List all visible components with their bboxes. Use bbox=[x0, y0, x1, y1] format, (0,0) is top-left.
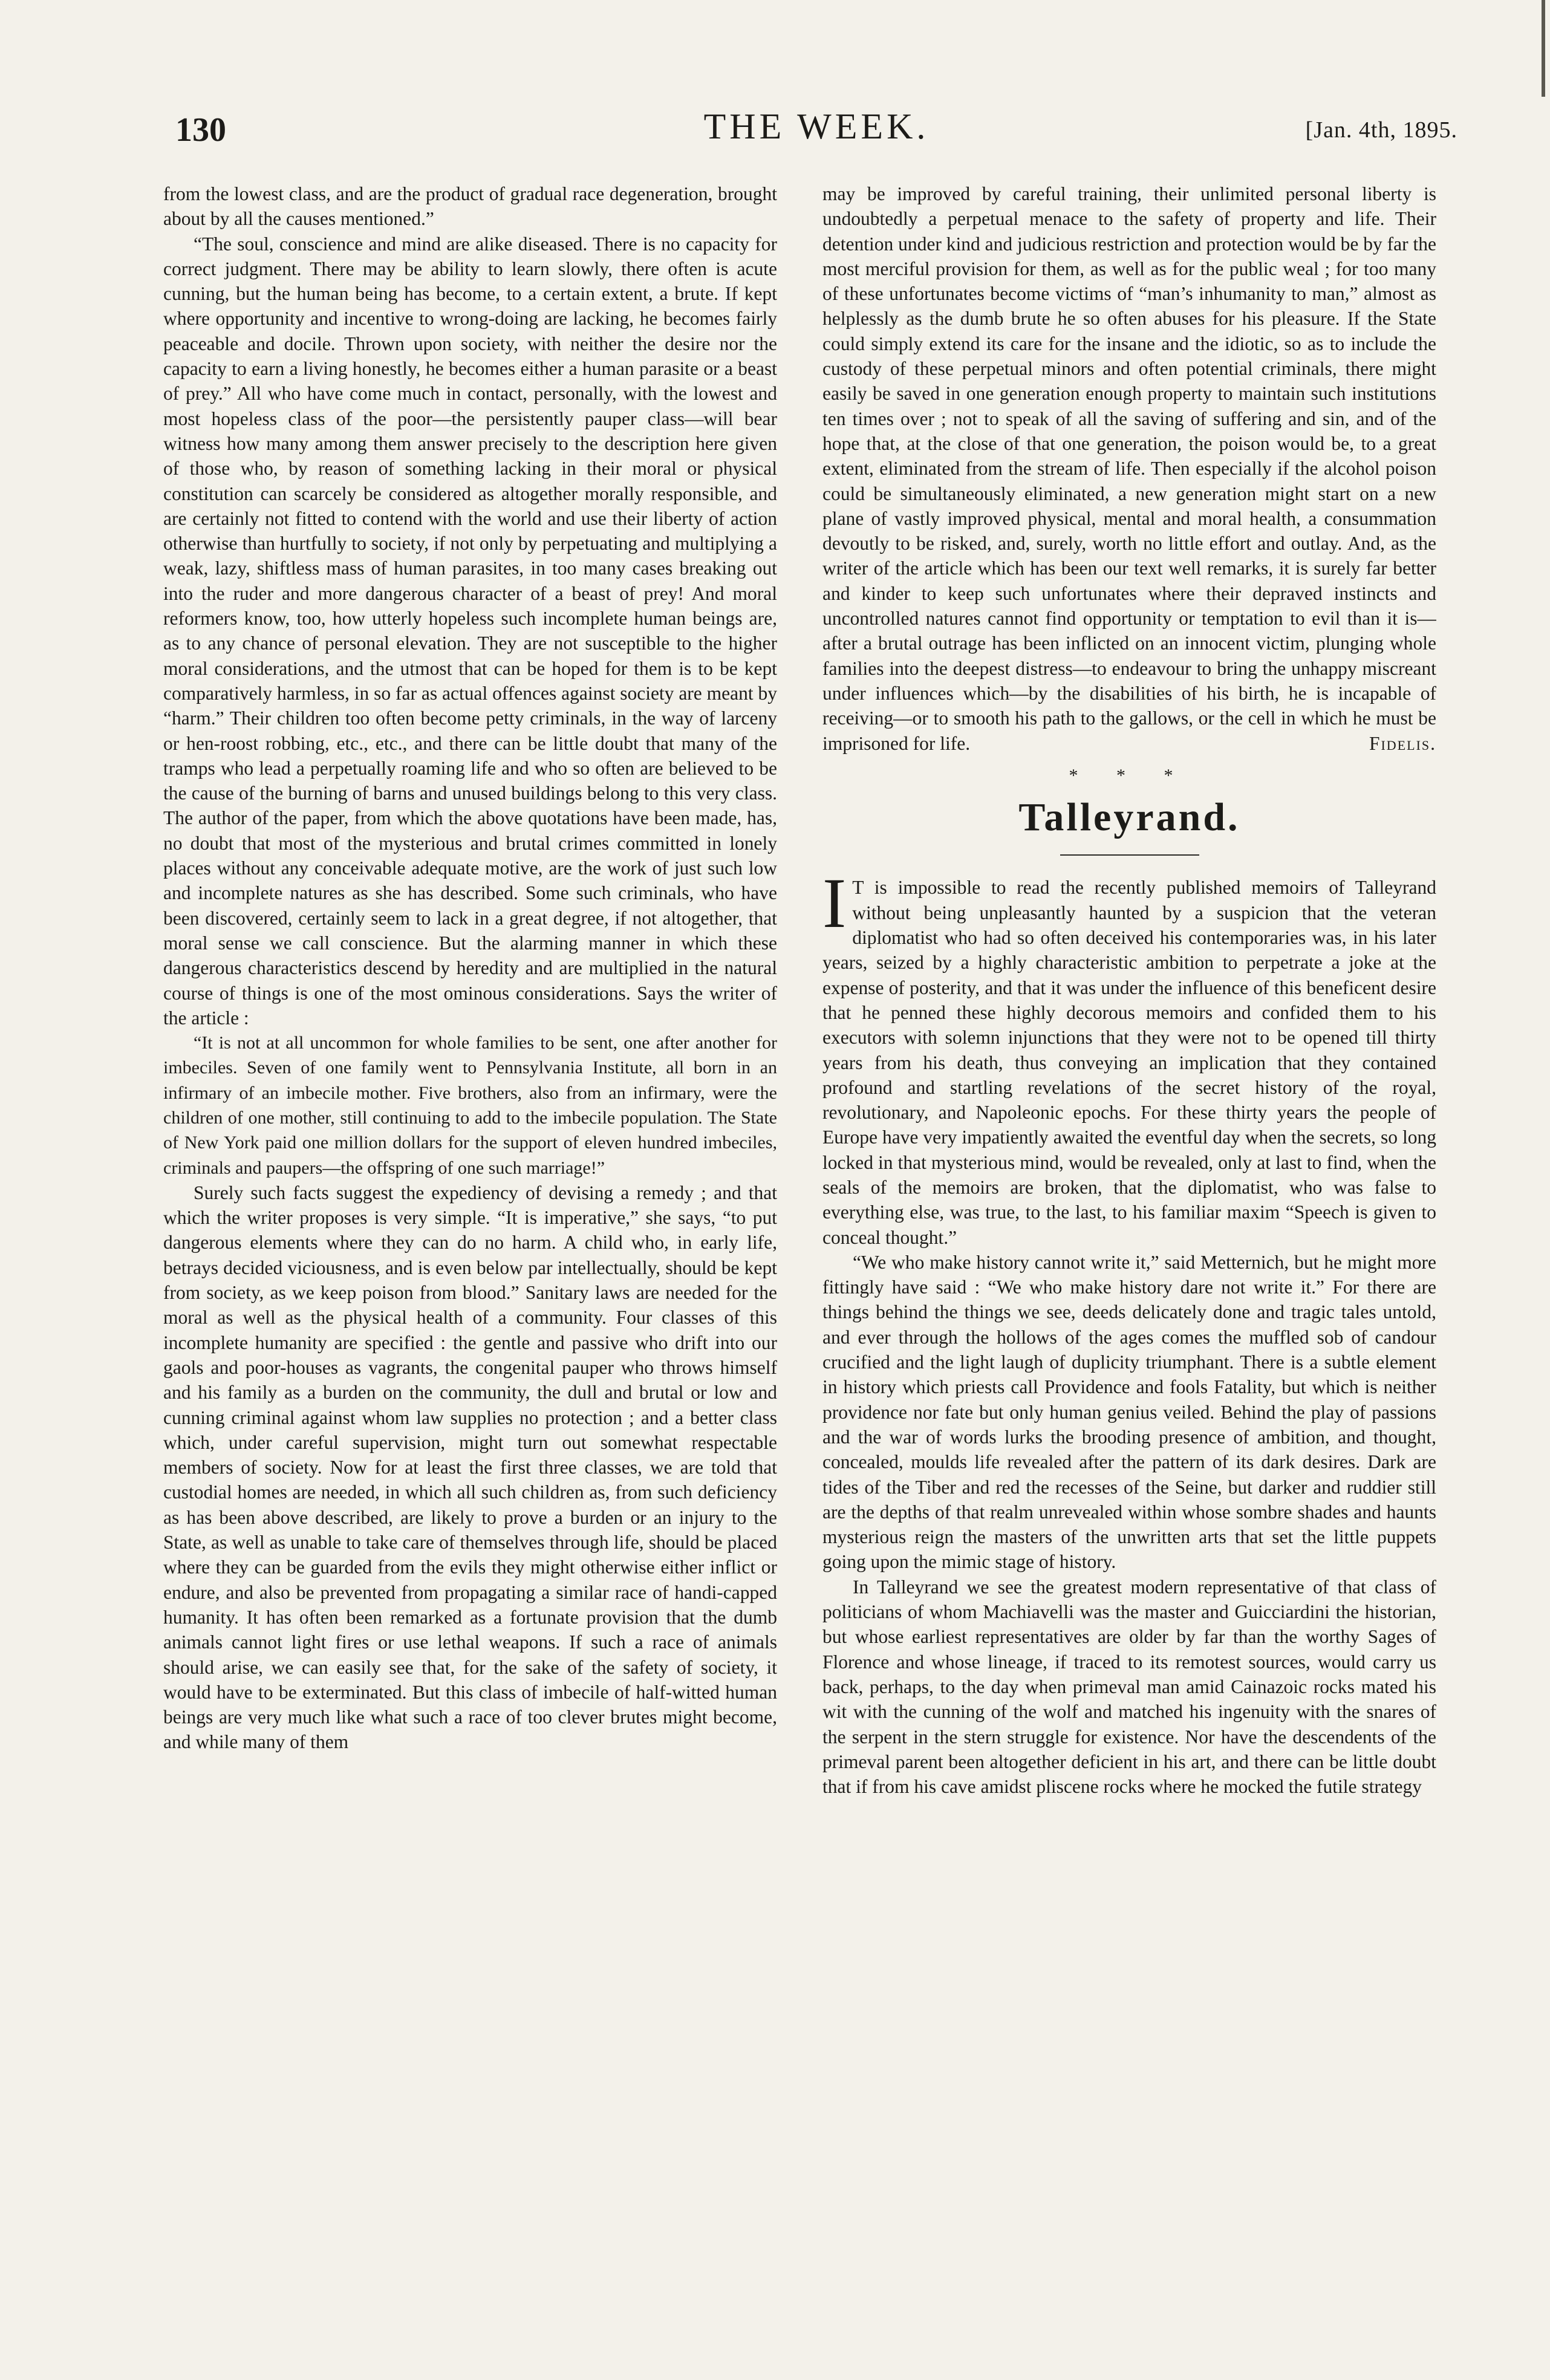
right-column bbox=[822, 181, 1436, 2334]
paragraph: from the lowest class, and are the product of gradual race degeneration, brought about by all the causes mentioned.” bbox=[163, 183, 777, 230]
paragraph: In Talleyrand we see the greatest modern representative of that class of politicians of whom Machiavelli was the master and Guicciardini the historian, but whose earliest representatives are older by far than the worthy Sages of Florence and whose lineage, if traced to its remotest sources, would carry us back, perhaps, to the day when primeval man amid Cainazoic rocks mated his wit with the cunning of the wolf and matched his ingenuity with the snares of the serpent in the stern struggle for existence. Nor have the descendents of the primeval parent been altogether deficient in his art, and there can be little doubt that if from his cave amidst pliscene rocks where he mocked the futile strategy bbox=[822, 1576, 1436, 1798]
opening-text: T is impossible to read the recently published memoirs of Talleyrand without being unpleasantly haunted by a suspicion that the veteran diplomatist who had so often deceived his contemporaries was, in his later years, seized by a highly characteristic ambition to perpetrate a joke at the expense of posterity, and that it was under the influence of this beneficent desire that he penned these highly decorous memoirs and confided them to his executors with solemn injunctions that they were not to be opened till thirty years from his death, thus conveying an implication that they contained profound and startling revelations of the secret history of the royal, revolutionary, and Napoleonic epochs. For these thirty years the people of Europe have very impatiently awaited the eventful day when the secrets, so long locked in that mysterious mind, would be revealed, only at last to find, when the seals of the memoirs are broken, that the diplomatist, who was false to everything else, was true, to the last, to his familiar maxim “Speech is given to conceal thought.” bbox=[822, 877, 1436, 1248]
issue-date: [Jan. 4th, 1895. bbox=[1305, 117, 1457, 143]
paragraph: may be improved by careful training, their unlimited personal liberty is undoubtedly a perpetual menace to the safety of property and life. Their detention under kind and judicious restriction and protection would be by far the most merciful provision for them, as well as for the public weal ; for too many of these unfortunates become victims of “man’s inhumanity to man,” almost as helplessly as the dumb brute he so often abuses for his pleasure. If the State could simply extend its care for the insane and the idiotic, so as to include the custody of these perpetual minors and often potential criminals, there might easily be saved in one generation enough property to maintain such institutions ten times over ; not to speak of all the saving of suffering and sin, and of the hope that, at the close of that one generation, the poison would be, to a great extent, eliminated from the stream of life. Then especially if the alcohol poison could be simultaneously eliminated, a new generation might start on a new plane of vastly improved physical, mental and moral health, a consummation devoutly to be risked, and, surely, worth no little effort and outlay. And, as the writer of the article which has been our text well remarks, it is surely far better and kinder to keep such unfortunates where their depraved instincts and uncontrolled natures cannot find opportunity or temptation to evil than it is—after a brutal outrage has been inflicted on an innocent victim, plunging whole families into the deepest distress—to endeavour to bring the unhappy miscreant under influences which—by the disabilities of his birth, he is incapable of receiving—or to smooth his path to the gallows, or the cell in which he must be imprisoned for life. bbox=[822, 183, 1436, 754]
opening-paragraph bbox=[822, 863, 1436, 1249]
drop-cap: I bbox=[822, 863, 847, 943]
page-number: 130 bbox=[175, 111, 226, 149]
paragraph: Surely such facts suggest the expediency of devising a remedy ; and that which the writer proposes is very simple. “It is imperative,” she says, “to put dangerous elements where they can do no harm. A child who, in early life, betrays decided viciousness, and is even below par intellectually, should be kept from society, as we keep poison from blood.” Sanitary laws are needed for the moral as well as the physical health of a community. Four classes of this incomplete humanity are specified : the gentle and passive who drift into our gaols and poor-houses as vagrants, the congenital pauper who throws himself and his family as a burden on the community, the dull and brutal or low and cunning criminal against whom law supplies no protection ; and a better class which, under careful supervision, might turn out somewhat respectable members of society. Now for at least the first three classes, we are told that custodial homes are needed, in which all such children as, from such deficiency as has been above described, are likely to prove a burden or an injury to the State, as well as unable to take care of themselves through life, should be placed where they can be guarded from the evils they might otherwise either inflict or endure, and also be prevented from propagating a similar race of handi-capped humanity. It has often been remarked as a fortunate provision that the dumb animals cannot light fires or use lethal weapons. If such a race of animals should arise, we can easily see that, for the sake of the safety of society, it would have to be exterminated. But this class of imbecile of half-witted human beings are very much like what such a race of too clever brutes might become, and while many of them bbox=[163, 1182, 777, 1753]
title-rule bbox=[1060, 854, 1199, 856]
paragraph: “We who make history cannot write it,” said Metternich, but he might more fittingly have said : “We who make history dare not write it.” For there are things behind the things we see, deeds delicately done and tragic tales untold, and ever through the hollows of the ages comes the muffled sob of candour crucified and the light laugh of duplicity triumphant. There is a subtle element in history which priests call Providence and fools Fatality, but which is neither providence nor fate but only human genius veiled. Behind the play of passions and the war of words lurks the brooding presence of ambition, and thought, concealed, moulds life revealed after the pattern of its dark desires. Dark are tides of the Tiber and red the recesses of the Seine, but darker and ruddier still are the depths of that realm unrevealed within whose sombre shades and haunts mysterious reign the masters of the unwritten arts that set the little puppets going upon the mimic stage of history. bbox=[822, 1251, 1436, 1573]
article-title: Talleyrand. bbox=[1018, 795, 1240, 840]
block-quote: “It is not at all uncommon for whole families to be sent, one after another for imbeciles. Seven of one family went to Pennsylvania Institute, all born in an infirmary of an imbecile mother. Five brothers, also from an infirmary, were the children of one mother, still continuing to add to the imbecile population. The State of New York paid one million dollars for the support of eleven hundred imbeciles, criminals and paupers—the offspring of one such marriage!” bbox=[163, 1033, 777, 1178]
left-column bbox=[163, 181, 777, 2334]
page-header bbox=[175, 106, 1457, 154]
journal-title: THE WEEK. bbox=[703, 106, 930, 146]
section-separator: * * * bbox=[1069, 766, 1190, 786]
paragraph: “The soul, conscience and mind are alike diseased. There is no capacity for correct judgment. There may be ability to learn slowly, there often is acute cunning, but the human being has become, to a certain extent, a brute. If kept where opportunity and incentive to wrong-doing are lacking, he becomes fairly peaceable and docile. Thrown upon society, with neither the desire nor the capacity to earn a living honestly, he becomes either a human parasite or a beast of prey.” All who have come much in contact, personally, with the lowest and most hopeless class of the poor—the persistently pauper class—will bear witness how many among them answer precisely to the description here given of those who, by reason of something lacking in their moral or physical constitution can scarcely be considered as altogether morally responsible, and are certainly not fitted to contend with the world and use their liberty of action otherwise than hurtfully to society, if not only by perpetuating and multiplying a weak, lazy, shiftless mass of human parasites, in too many cases breaking out into the ruder and more dangerous character of a beast of prey! And moral reformers know, too, how utterly hopeless such incomplete human beings are, as to any chance of personal elevation. They are not susceptible to the higher moral considerations, and the utmost that can be hoped for them is to be kept comparatively harmless, in so far as actual offences against society are meant by “harm.” Their children too often become petty criminals, in the way of larceny or hen-roost robbing, etc., etc., and there can be little doubt that many of the tramps who lead a perpetually roaming life and who so often are believed to be the cause of the burning of barns and unused buildings belong to this very class. The author of the paper, from which the above quotations have been made, has, no doubt that most of the mysterious and brutal crimes committed in lonely places without any conceivable adequate motive, are the work of just such low and incomplete natures as she has described. Some such criminals, who have been discovered, certainly seem to lack in a great degree, if not altogether, that moral sense we call conscience. But the alarming manner in which these dangerous characteristics descend by heredity and are multiplied in the natural course of things is one of the most ominous considerations. Says the writer of the article : bbox=[163, 233, 777, 1029]
margin-edge-mark bbox=[1542, 0, 1545, 97]
author-signature: Fidelis. bbox=[1369, 732, 1436, 754]
